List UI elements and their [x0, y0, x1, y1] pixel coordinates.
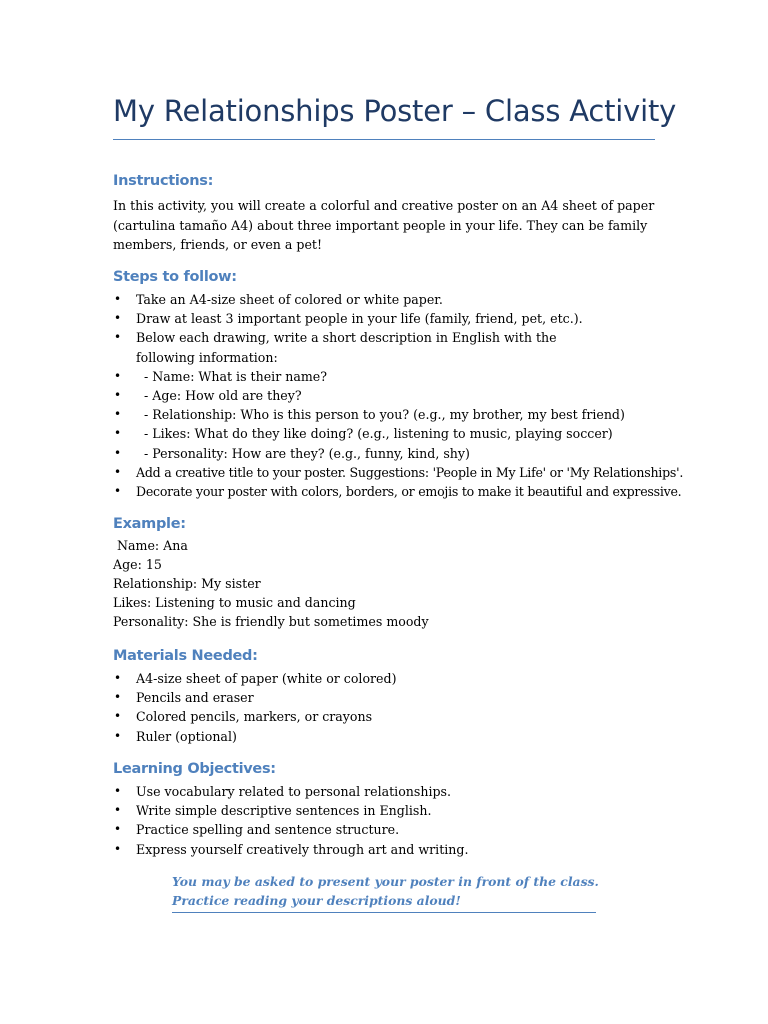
list-item: • Use vocabulary related to personal relationships. — [113, 782, 673, 801]
example-name: Name: Ana — [113, 538, 188, 553]
list-item: • Decorate your poster with colors, borders, or emojis to make it beautiful and expressive. — [113, 482, 673, 501]
bullet-icon: • — [114, 426, 122, 441]
example-age: Age: 15 — [113, 557, 162, 572]
bullet-icon: • — [114, 484, 122, 499]
steps-heading: Steps to follow: — [113, 269, 237, 285]
list-item: • Express yourself creatively through art and writing. — [113, 840, 673, 859]
example-relationship: Relationship: My sister — [113, 576, 261, 591]
closing-note-divider — [172, 912, 596, 913]
bullet-icon: • — [114, 709, 122, 724]
objectives-list — [113, 782, 673, 859]
bullet-icon: • — [114, 690, 122, 705]
title-divider — [113, 139, 655, 140]
list-item: • Draw at least 3 important people in your life (family, friend, pet, etc.). — [113, 309, 673, 328]
bullet-icon: • — [114, 803, 122, 818]
bullet-icon: • — [114, 330, 122, 345]
list-item: • - Personality: How are they? (e.g., funny, kind, shy) — [113, 444, 673, 463]
instructions-heading: Instructions: — [113, 173, 214, 189]
bullet-icon: • — [114, 784, 122, 798]
bullet-icon: • — [114, 407, 122, 422]
list-item: • - Relationship: Who is this person to you? (e.g., my brother, my best friend) — [113, 405, 673, 424]
list-item: • Take an A4-size sheet of colored or white paper. — [113, 290, 673, 309]
closing-note-line-1: You may be asked to present your poster in front of the class. — [172, 874, 599, 889]
bullet-icon: • — [114, 292, 122, 306]
materials-list — [113, 669, 673, 746]
closing-note — [172, 872, 599, 910]
bullet-icon: • — [114, 671, 122, 685]
list-item: • Below each drawing, write a short description in English with the following information: — [114, 330, 557, 365]
list-item: • A4-size sheet of paper (white or colored) — [113, 669, 673, 688]
bullet-icon: • — [114, 368, 122, 383]
example-heading: Example: — [113, 516, 186, 532]
list-item: • - Name: What is their name? — [113, 367, 673, 386]
list-item: • - Age: How old are they? — [113, 386, 673, 405]
instructions-text: In this activity, you will create a colorful and creative poster on an A4 sheet of paper (cartulina tamaño A4) about three important people in your life. They can be family members, friends, or even a pet! — [113, 198, 655, 252]
bullet-icon: • — [114, 464, 122, 479]
list-item: • Practice spelling and sentence structure. — [113, 820, 673, 839]
page-title: My Relationships Poster – Class Activity — [113, 94, 677, 128]
list-item: • Write simple descriptive sentences in English. — [113, 801, 673, 820]
example-likes: Likes: Listening to music and dancing — [113, 595, 356, 610]
example-personality: Personality: She is friendly but sometimes moody — [113, 614, 429, 629]
bullet-icon: • — [114, 841, 122, 856]
bullet-icon: • — [114, 822, 122, 837]
list-item: • Ruler (optional) — [113, 727, 673, 746]
list-item: • Pencils and eraser — [113, 688, 673, 707]
bullet-icon: • — [114, 728, 122, 743]
bullet-icon: • — [114, 445, 122, 460]
bullet-icon: • — [114, 311, 122, 326]
closing-note-line-2: Practice reading your descriptions aloud! — [172, 893, 461, 908]
list-item: • - Likes: What do they like doing? (e.g., listening to music, playing soccer) — [113, 424, 673, 443]
materials-heading: Materials Needed: — [113, 648, 258, 664]
list-item: • Add a creative title to your poster. Suggestions: 'People in My Life' or 'My Relationships'. — [113, 463, 673, 482]
steps-list — [113, 290, 684, 501]
bullet-icon: • — [114, 388, 122, 403]
list-item: • Colored pencils, markers, or crayons — [113, 707, 673, 726]
objectives-heading: Learning Objectives: — [113, 761, 276, 777]
